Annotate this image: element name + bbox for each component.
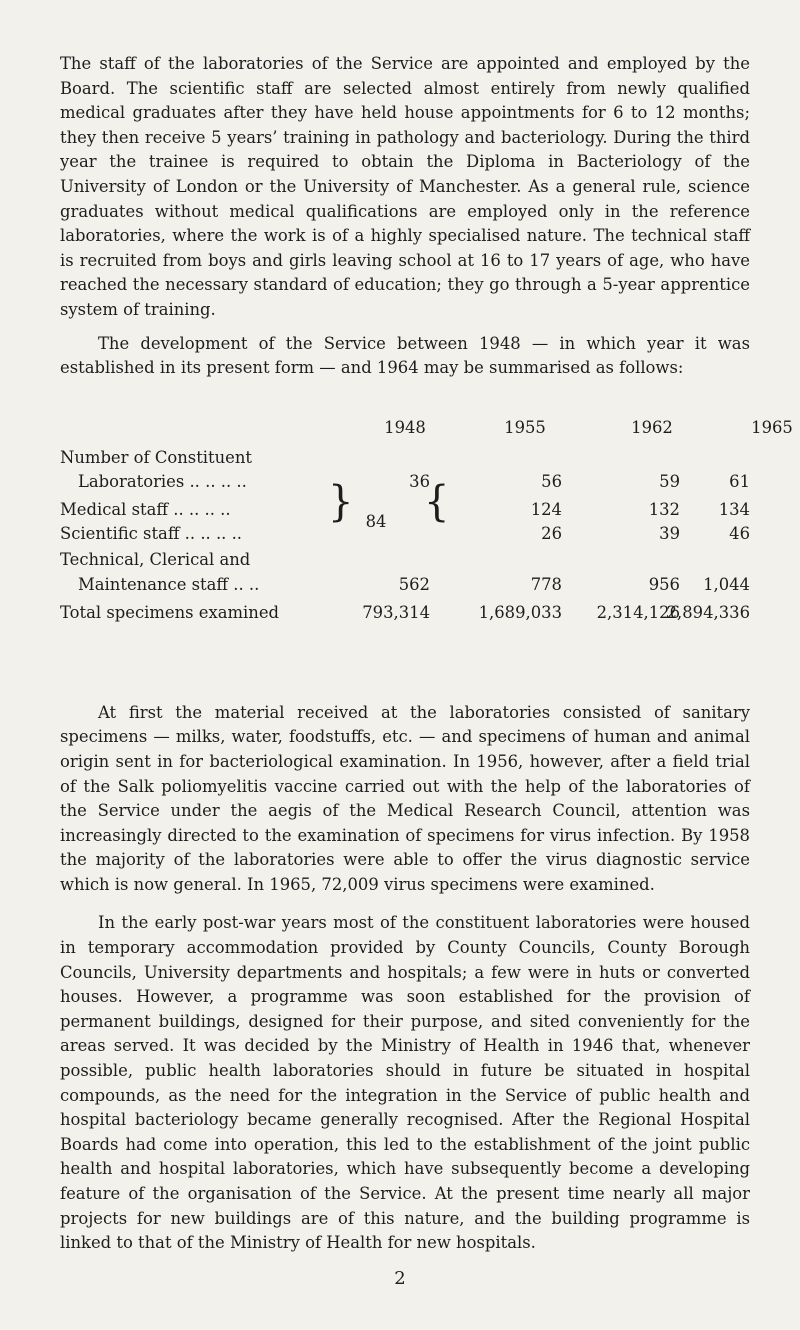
label-technical-1: Technical, Clerical and — [60, 549, 251, 569]
specimens-1948: 793,314 — [362, 602, 430, 622]
technical-1948: 562 — [398, 574, 430, 594]
labs-1948: 36 — [409, 471, 430, 491]
specimens-1955: 1,689,033 — [478, 602, 562, 622]
year-header-1955: 1955 — [504, 417, 546, 437]
labs-1962: 59 — [659, 471, 680, 491]
labs-1965: 61 — [729, 471, 750, 491]
year-header-1948: 1948 — [384, 417, 426, 437]
paragraph-development: The development of the Service between 1948 — in which year it was established in its present form — and 1964 may be summarised as follows: — [60, 333, 750, 378]
left-brace: { — [424, 477, 450, 526]
label-medical-staff: Medical staff .. .. .. .. — [60, 499, 231, 519]
label-specimens: Total specimens examined — [60, 602, 280, 622]
technical-1965: 1,044 — [703, 574, 750, 594]
year-header-1962: 1962 — [631, 417, 673, 437]
medical-1962: 132 — [648, 499, 680, 519]
paragraph-material: At first the material received at the laboratories consisted of sanitary specimens — milks, water, foodstuffs, etc. — and specimens of human and animal origin sent in for bacteriological examination. In 1956, however, after a field trial of the Salk poliomyelitis vaccine carried out with the help of the laboratories of the Service under the aegis of the Medical Research Council, attention was increasingly directed to the examination of specimens for virus infection. By 1958 the majority of the laboratories were able to offer the virus diagnostic service which is now general. In 1965, 72,009 virus specimens were examined. — [60, 702, 750, 894]
label-constituent-2: Laboratories .. .. .. .. — [78, 471, 247, 491]
labs-1955: 56 — [541, 471, 562, 491]
label-constituent-1: Number of Constituent — [60, 447, 253, 467]
page-number: 2 — [394, 1268, 406, 1289]
medical-scientific-1948: 84 — [365, 511, 387, 531]
document-page — [60, 52, 793, 1256]
label-technical-2: Maintenance staff .. .. — [78, 574, 260, 594]
scientific-1955: 26 — [541, 523, 562, 543]
paragraph-buildings: In the early post-war years most of the constituent laboratories were housed in temporary accommodation provided by County Councils, County Borough Councils, University departments and hospitals; a few were in huts or converted houses. However, a programme was soon established for the provision of permanent buildings, designed for their purpose, and sited conveniently for the areas served. It was decided by the Ministry of Health in 1946 that, whenever possible, public health laboratories should in future be situated in hospital compounds, as the need for the integration in the Service of public health and hospital bacteriology became generally recognised. After the Regional Hospital Boards had come into operation, this led to the establishment of the joint public health and hospital laboratories, which have subsequently become a developing feature of the organisation of the Service. At the present time nearly all major projects for new buildings are of this nature, and the building programme is linked to that of the Ministry of Health for new hospitals. — [60, 913, 750, 1253]
scientific-1965: 46 — [729, 523, 750, 543]
medical-1965: 134 — [718, 499, 750, 519]
label-scientific-staff: Scientific staff .. .. .. .. — [60, 523, 242, 543]
statistics-table — [60, 391, 793, 651]
year-header-1965: 1965 — [751, 417, 793, 437]
medical-1955: 124 — [530, 499, 562, 519]
technical-1962: 956 — [648, 574, 680, 594]
right-brace: } — [328, 477, 354, 526]
technical-1955: 778 — [530, 574, 562, 594]
specimens-1962: 2,314,126 — [596, 602, 680, 622]
specimens-1965: 2,894,336 — [666, 602, 750, 622]
scientific-1962: 39 — [659, 523, 680, 543]
paragraph-staff: The staff of the laboratories of the Service are appointed and employed by the Board. The scientific staff are selected almost entirely from newly qualified medical graduates after they have held house appointments for 6 to 12 months; they then receive 5 years’ training in pathology and bacteriology. During the third year the trainee is required to obtain the Diploma in Bacteriology of the University of London or the University of Manchester. As a general rule, science graduates without medical qualifications are employed only in the reference laboratories, where the work is of a highly specialised nature. The technical staff is recruited from boys and girls leaving school at 16 to 17 years of age, who have reached the necessary standard of education; they go through a 5-year apprentice system of training. — [60, 54, 750, 319]
